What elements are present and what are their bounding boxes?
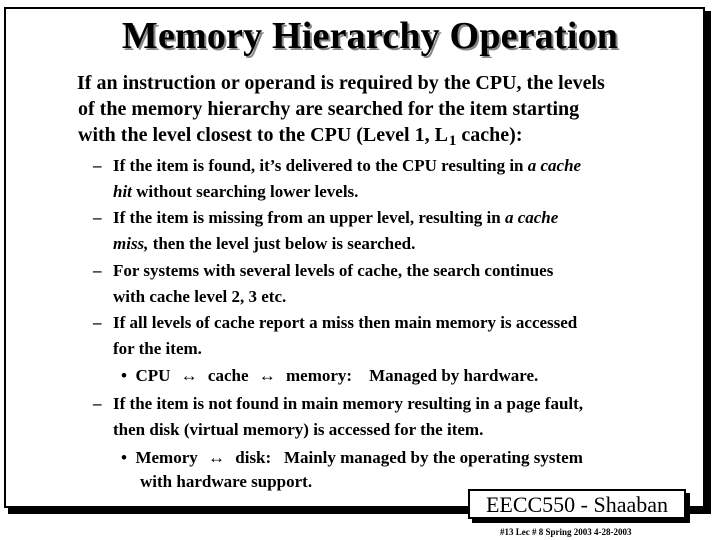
bullet-text: If the item is not found in main memory resulting in a page fault, <box>113 394 584 413</box>
dash-marker: – <box>93 394 102 413</box>
double-arrow-icon: ↔ <box>208 448 226 467</box>
footer-slide-meta: #13 Lec # 8 Spring 2003 4-28-2003 <box>500 527 632 537</box>
bullet-cache-miss <box>93 205 683 257</box>
subbullet-continuation: with hardware support. <box>140 472 313 491</box>
dash-marker: – <box>93 156 102 175</box>
bullet-text: If the item is found, it’s delivered to the CPU resulting in <box>113 156 528 175</box>
subbullet-cpu-cache-memory <box>121 364 701 388</box>
bullet-text: If the item is missing from an upper level, resulting in <box>113 208 505 227</box>
label-os-managed: Mainly managed by the operating system <box>283 448 583 467</box>
bullet-text: then disk (virtual memory) is accessed for the item. <box>113 420 484 439</box>
dash-marker: – <box>93 208 102 227</box>
double-arrow-icon: ↔ <box>180 366 198 385</box>
intro-subscript: 1 <box>448 133 457 149</box>
slide-title: Memory Hierarchy Operation <box>121 15 619 57</box>
dash-marker: – <box>93 313 102 332</box>
dash-marker: – <box>93 261 102 280</box>
intro-line-2: of the memory hierarchy are searched for the item starting <box>78 98 580 120</box>
bullet-emphasis: miss, <box>113 234 149 253</box>
bullet-emphasis: hit <box>113 182 132 201</box>
bullet-several-levels <box>93 258 683 310</box>
label-managed-hardware: Managed by hardware. <box>369 366 539 385</box>
label-cache: cache <box>207 366 249 385</box>
double-arrow-icon: ↔ <box>258 366 276 385</box>
intro-line-1: If an instruction or operand is required by the CPU, the levels <box>77 72 605 94</box>
bullet-dot: • <box>121 448 127 467</box>
intro-line-3-tail: cache): <box>456 124 523 146</box>
bullet-text: If all levels of cache report a miss then main memory is accessed <box>113 313 578 332</box>
intro-line-3-text: with the level closest to the CPU (Level 1, L <box>78 124 448 146</box>
subbullet-memory-disk <box>121 446 701 494</box>
footer-course-box <box>468 489 688 521</box>
bullet-text: then the level just below is searched. <box>148 234 416 253</box>
bullet-emphasis: a cache <box>504 208 559 227</box>
label-memory: Memory <box>135 448 198 467</box>
intro-line-3 <box>78 122 698 150</box>
bullet-dot: • <box>121 366 127 385</box>
intro-paragraph <box>78 70 698 150</box>
bullet-page-fault <box>93 391 683 443</box>
bullet-text: without searching lower levels. <box>131 182 359 201</box>
label-cpu: CPU <box>135 366 171 385</box>
label-memory: memory: <box>286 366 353 385</box>
bullet-main-memory <box>93 310 683 362</box>
bullet-text: For systems with several levels of cache, the search continues <box>113 261 554 280</box>
bullet-text: with cache level 2, 3 etc. <box>113 287 287 306</box>
bullet-emphasis: a cache <box>527 156 582 175</box>
bullet-text: for the item. <box>113 339 202 358</box>
label-disk: disk: <box>235 448 272 467</box>
footer-course-label: EECC550 - Shaaban <box>468 489 686 519</box>
bullet-cache-hit <box>93 153 683 205</box>
